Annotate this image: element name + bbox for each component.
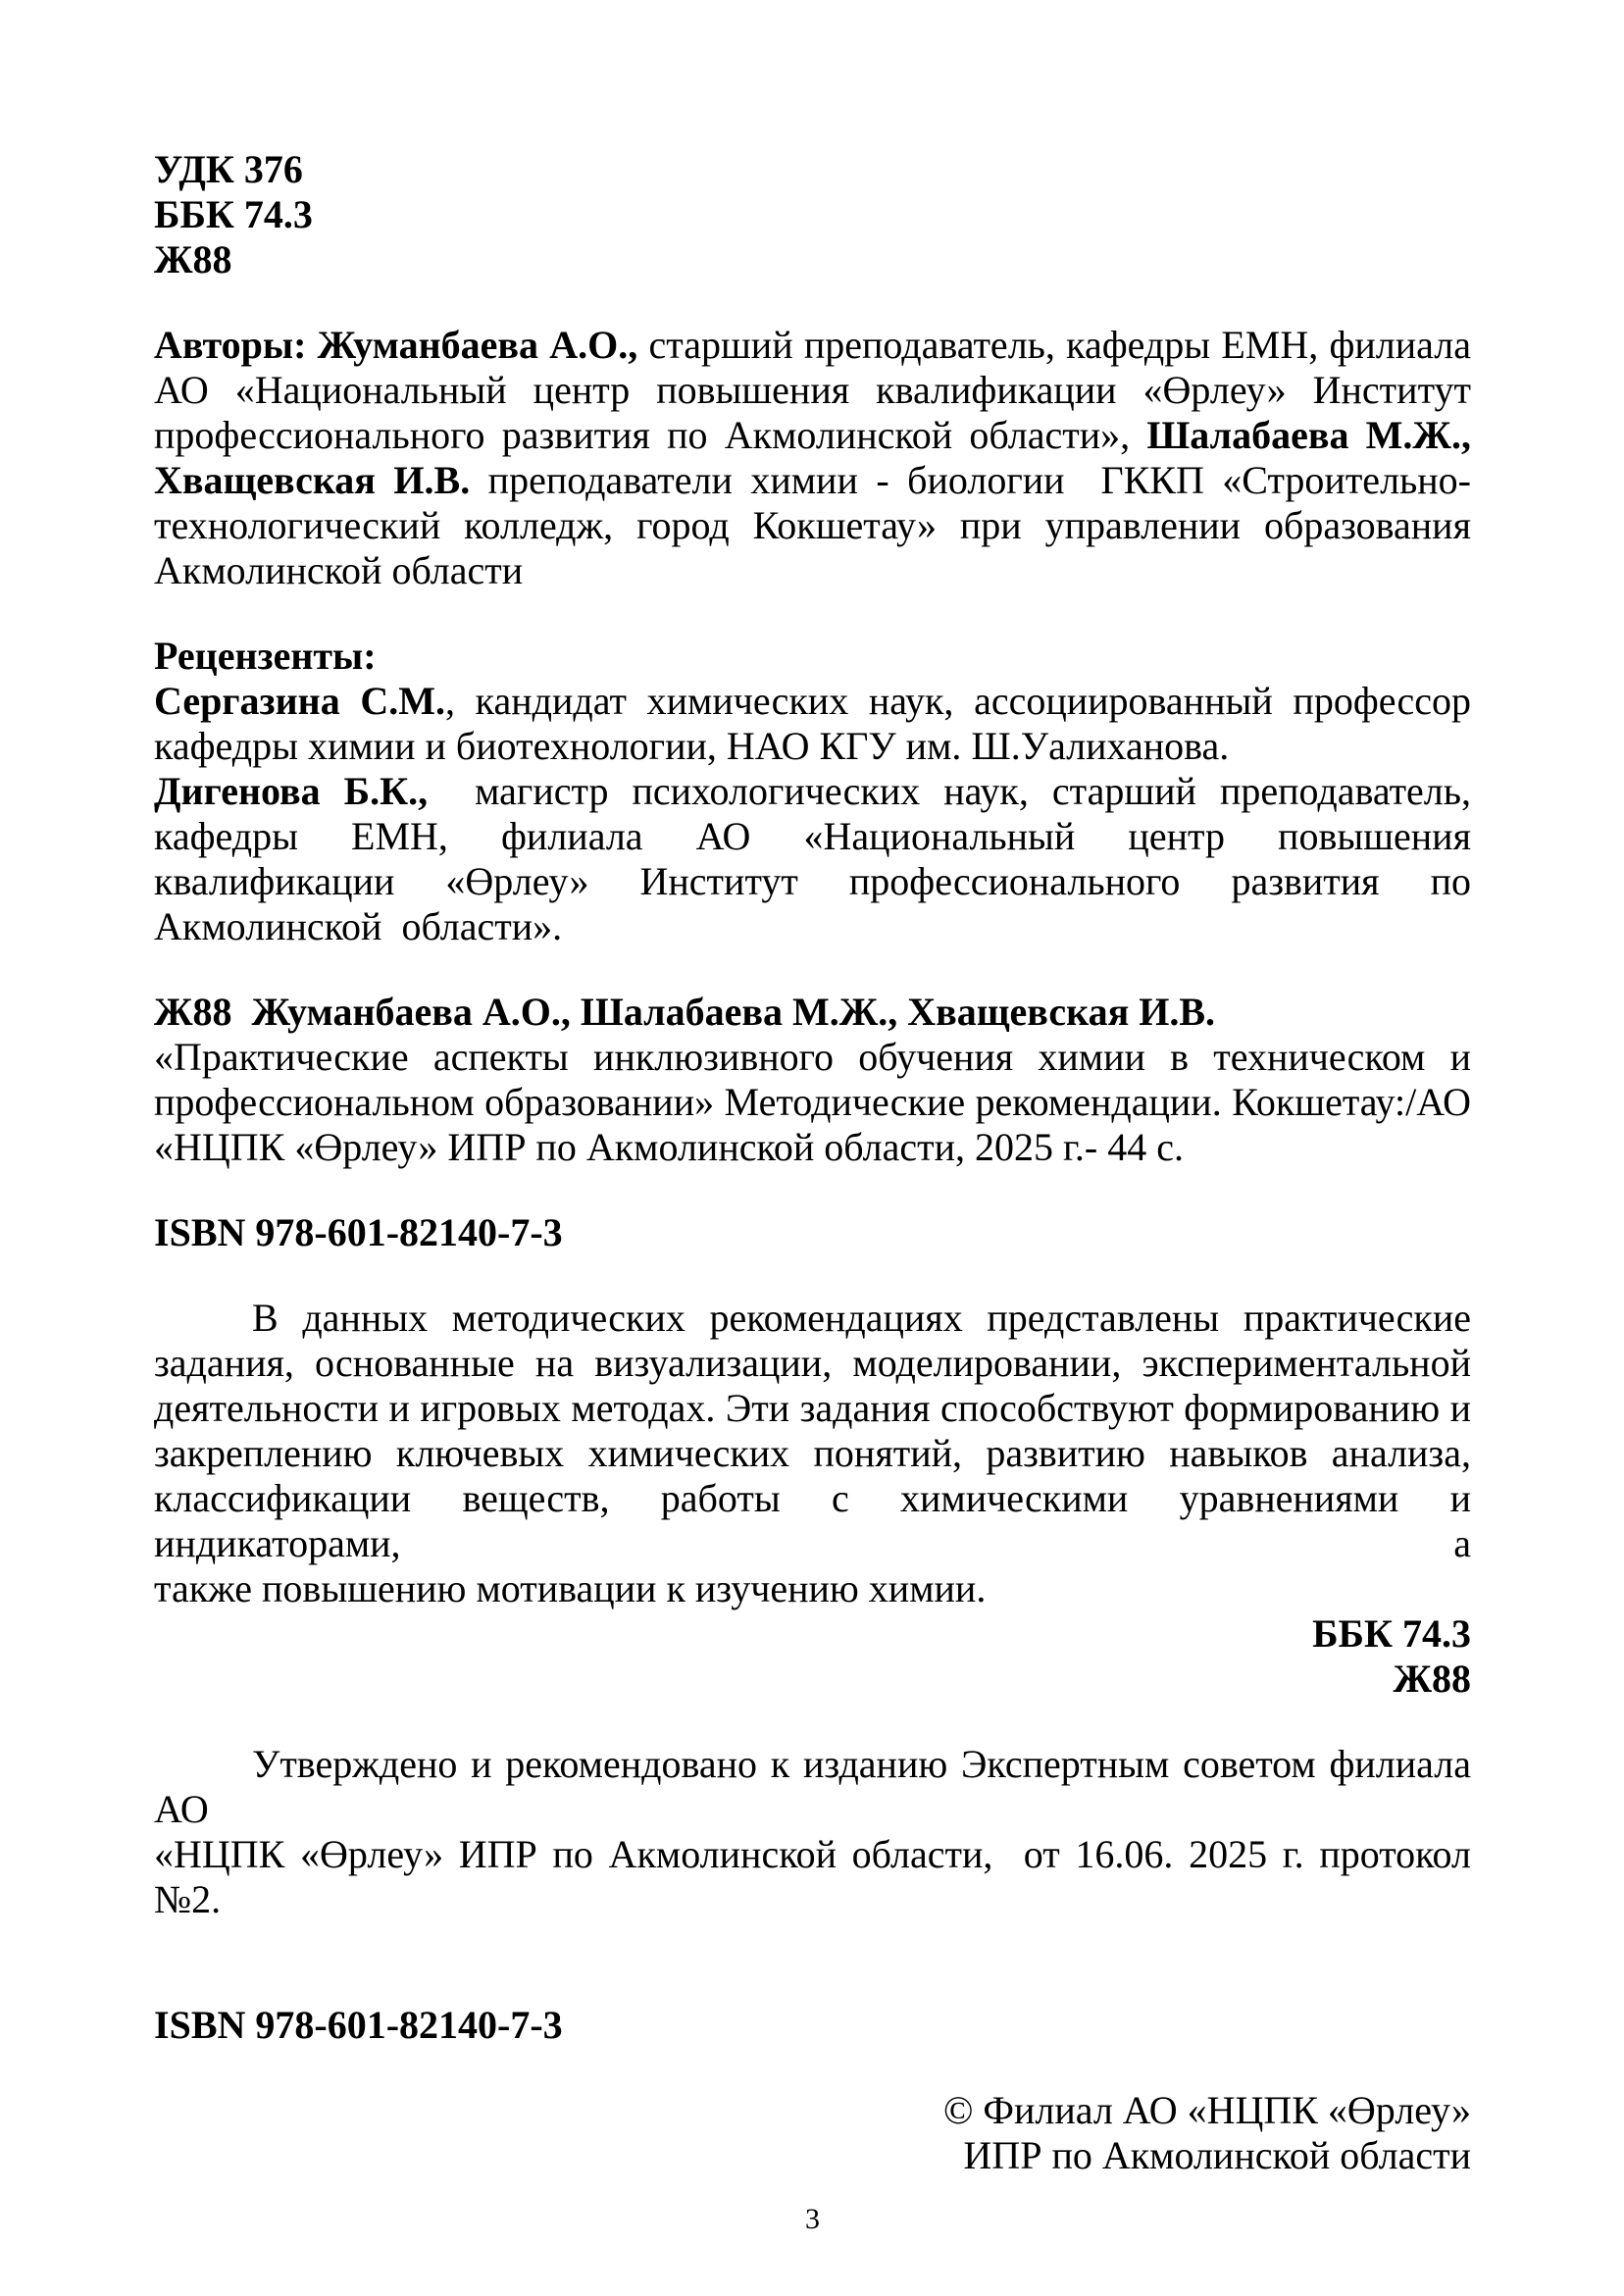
bold-text-run: Рецензенты: bbox=[154, 634, 377, 678]
spacer bbox=[154, 593, 1471, 634]
catalog-entry-paragraph bbox=[154, 1035, 1471, 1170]
text-run: профессионального развития по Акмолинской области», bbox=[154, 413, 1147, 457]
text-line bbox=[154, 458, 1471, 503]
text-run: квалификации «Өрлеу» Институт профессионального развития по bbox=[154, 859, 1471, 903]
text-line bbox=[154, 1125, 1471, 1170]
text-run: закреплению ключевых химических понятий, развитию навыков анализа, bbox=[154, 1431, 1471, 1475]
text-line bbox=[154, 1035, 1471, 1080]
text-line bbox=[154, 990, 1471, 1035]
text-line bbox=[154, 724, 1471, 769]
text-line bbox=[154, 2088, 1471, 2133]
spacer bbox=[154, 2048, 1471, 2088]
spacer bbox=[154, 1922, 1471, 2003]
page-number: 3 bbox=[805, 2203, 820, 2235]
text-run: классификации веществ, работы с химическими уравнениями и индикаторами, а bbox=[154, 1476, 1471, 1565]
bbk-right-line bbox=[154, 1611, 1471, 1657]
zh88-code-line bbox=[154, 237, 1471, 282]
bold-text-run: ББК 74.3 bbox=[1312, 1611, 1471, 1656]
zh88-right-line bbox=[154, 1657, 1471, 1702]
text-line bbox=[154, 1832, 1471, 1922]
spacer bbox=[154, 1702, 1471, 1742]
bold-text-run: ISBN 978-601-82140-7-3 bbox=[154, 2003, 563, 2047]
text-line bbox=[154, 1341, 1471, 1386]
text-run: «НЦПК «Өрлеу» ИПР по Акмолинской области, 2025 г.- 44 с. bbox=[154, 1125, 1184, 1169]
spacer bbox=[154, 1255, 1471, 1296]
text-line bbox=[154, 147, 1471, 192]
text-run: ИПР по Акмолинской области bbox=[963, 2133, 1471, 2177]
abstract-paragraph bbox=[154, 1296, 1471, 1611]
text-run: «НЦПК «Өрлеу» ИПР по Акмолинской области, от 16.06. 2025 г. протокол №2. bbox=[154, 1832, 1471, 1921]
text-line bbox=[154, 503, 1471, 548]
reviewer-digenova-paragraph bbox=[154, 769, 1471, 949]
bold-text-run: УДК 376 bbox=[154, 147, 303, 191]
copyright-line-1 bbox=[154, 2088, 1471, 2133]
text-run: Утверждено и рекомендовано к изданию Экспертным советом филиала АО bbox=[154, 1742, 1471, 1831]
authors-paragraph bbox=[154, 323, 1471, 593]
bold-text-run: Хващевская И.В. bbox=[154, 458, 471, 502]
text-line bbox=[154, 2133, 1471, 2178]
text-run: задания, основанные на визуализации, моделировании, экспериментальной bbox=[154, 1341, 1471, 1385]
text-run: старший преподаватель, кафедры ЕМН, филиала bbox=[637, 323, 1471, 367]
text-line bbox=[154, 2003, 1471, 2048]
text-line bbox=[154, 1080, 1471, 1125]
spacer bbox=[154, 1170, 1471, 1210]
text-run: © Филиал АО «НЦПК «Өрлеу» bbox=[942, 2088, 1471, 2132]
text-run: технологический колледж, город Кокшетау» при управлении образования bbox=[154, 503, 1471, 547]
bbk-code-line bbox=[154, 192, 1471, 237]
bold-text-run: Ж88 Жуманбаева А.О., Шалабаева М.Ж., Хващевская И.В. bbox=[154, 990, 1216, 1034]
bold-text-run: Сергазина С.М. bbox=[154, 679, 446, 723]
text-line bbox=[154, 814, 1471, 859]
reviewers-heading bbox=[154, 634, 1471, 679]
approval-paragraph bbox=[154, 1742, 1471, 1922]
text-line bbox=[154, 634, 1471, 679]
text-line bbox=[154, 548, 1471, 593]
text-run: «Практические аспекты инклюзивного обучения химии в техническом и bbox=[154, 1035, 1471, 1079]
text-run: деятельности и игровых методах. Эти задания способствуют формированию и bbox=[154, 1386, 1471, 1430]
text-line bbox=[154, 1296, 1471, 1341]
udk-code-line bbox=[154, 147, 1471, 192]
bold-text-run: ББК 74.3 bbox=[154, 192, 313, 236]
text-run: АО «Национальный центр повышения квалификации «Өрлеу» Институт bbox=[154, 368, 1471, 412]
text-run: преподаватели химии - биологии ГККП «Строительно- bbox=[470, 458, 1471, 502]
text-line bbox=[154, 1611, 1471, 1657]
text-run: Акмолинской области bbox=[154, 548, 524, 592]
text-line bbox=[154, 192, 1471, 237]
text-run: кафедры ЕМН, филиала АО «Национальный центр повышения bbox=[154, 814, 1471, 858]
text-line bbox=[154, 1566, 1471, 1611]
text-run: В данных методических рекомендациях представлены практические bbox=[252, 1296, 1471, 1340]
document-body bbox=[154, 147, 1471, 2178]
reviewer-sergazina-paragraph bbox=[154, 679, 1471, 769]
text-line bbox=[154, 769, 1471, 814]
text-line bbox=[154, 1742, 1471, 1832]
text-run: также повышению мотивации к изучению химии. bbox=[154, 1566, 987, 1610]
text-line bbox=[154, 679, 1471, 724]
text-line bbox=[154, 1386, 1471, 1431]
text-run: , кандидат химических наук, ассоциированный профессор bbox=[445, 679, 1471, 723]
bold-text-run: Авторы: Жуманбаева А.О., bbox=[154, 323, 638, 367]
text-line bbox=[154, 237, 1471, 282]
spacer bbox=[154, 949, 1471, 990]
text-line bbox=[154, 413, 1471, 458]
catalog-entry-heading bbox=[154, 990, 1471, 1035]
isbn-line-1 bbox=[154, 1210, 1471, 1255]
text-run: кафедры химии и биотехнологии, НАО КГУ им. Ш.Уалиханова. bbox=[154, 724, 1230, 768]
isbn-line-2 bbox=[154, 2003, 1471, 2048]
bold-text-run: Шалабаева М.Ж., bbox=[1146, 413, 1471, 457]
bold-text-run: ISBN 978-601-82140-7-3 bbox=[154, 1210, 563, 1254]
text-line bbox=[154, 368, 1471, 413]
text-line bbox=[154, 904, 1471, 949]
bold-text-run: Ж88 bbox=[1393, 1657, 1471, 1701]
bold-text-run: Ж88 bbox=[154, 237, 232, 281]
text-run: Акмолинской области». bbox=[154, 904, 563, 948]
text-line bbox=[154, 323, 1471, 368]
spacer bbox=[154, 282, 1471, 323]
bold-text-run: Дигенова Б.К., bbox=[154, 769, 429, 813]
text-line bbox=[154, 859, 1471, 904]
text-run: магистр психологических наук, старший преподаватель, bbox=[428, 769, 1472, 813]
text-line bbox=[154, 1431, 1471, 1476]
text-line bbox=[154, 1210, 1471, 1255]
text-line bbox=[154, 1657, 1471, 1702]
text-line bbox=[154, 1476, 1471, 1566]
text-run: профессиональном образовании» Методические рекомендации. Кокшетау:/АО bbox=[154, 1080, 1471, 1124]
copyright-line-2 bbox=[154, 2133, 1471, 2178]
